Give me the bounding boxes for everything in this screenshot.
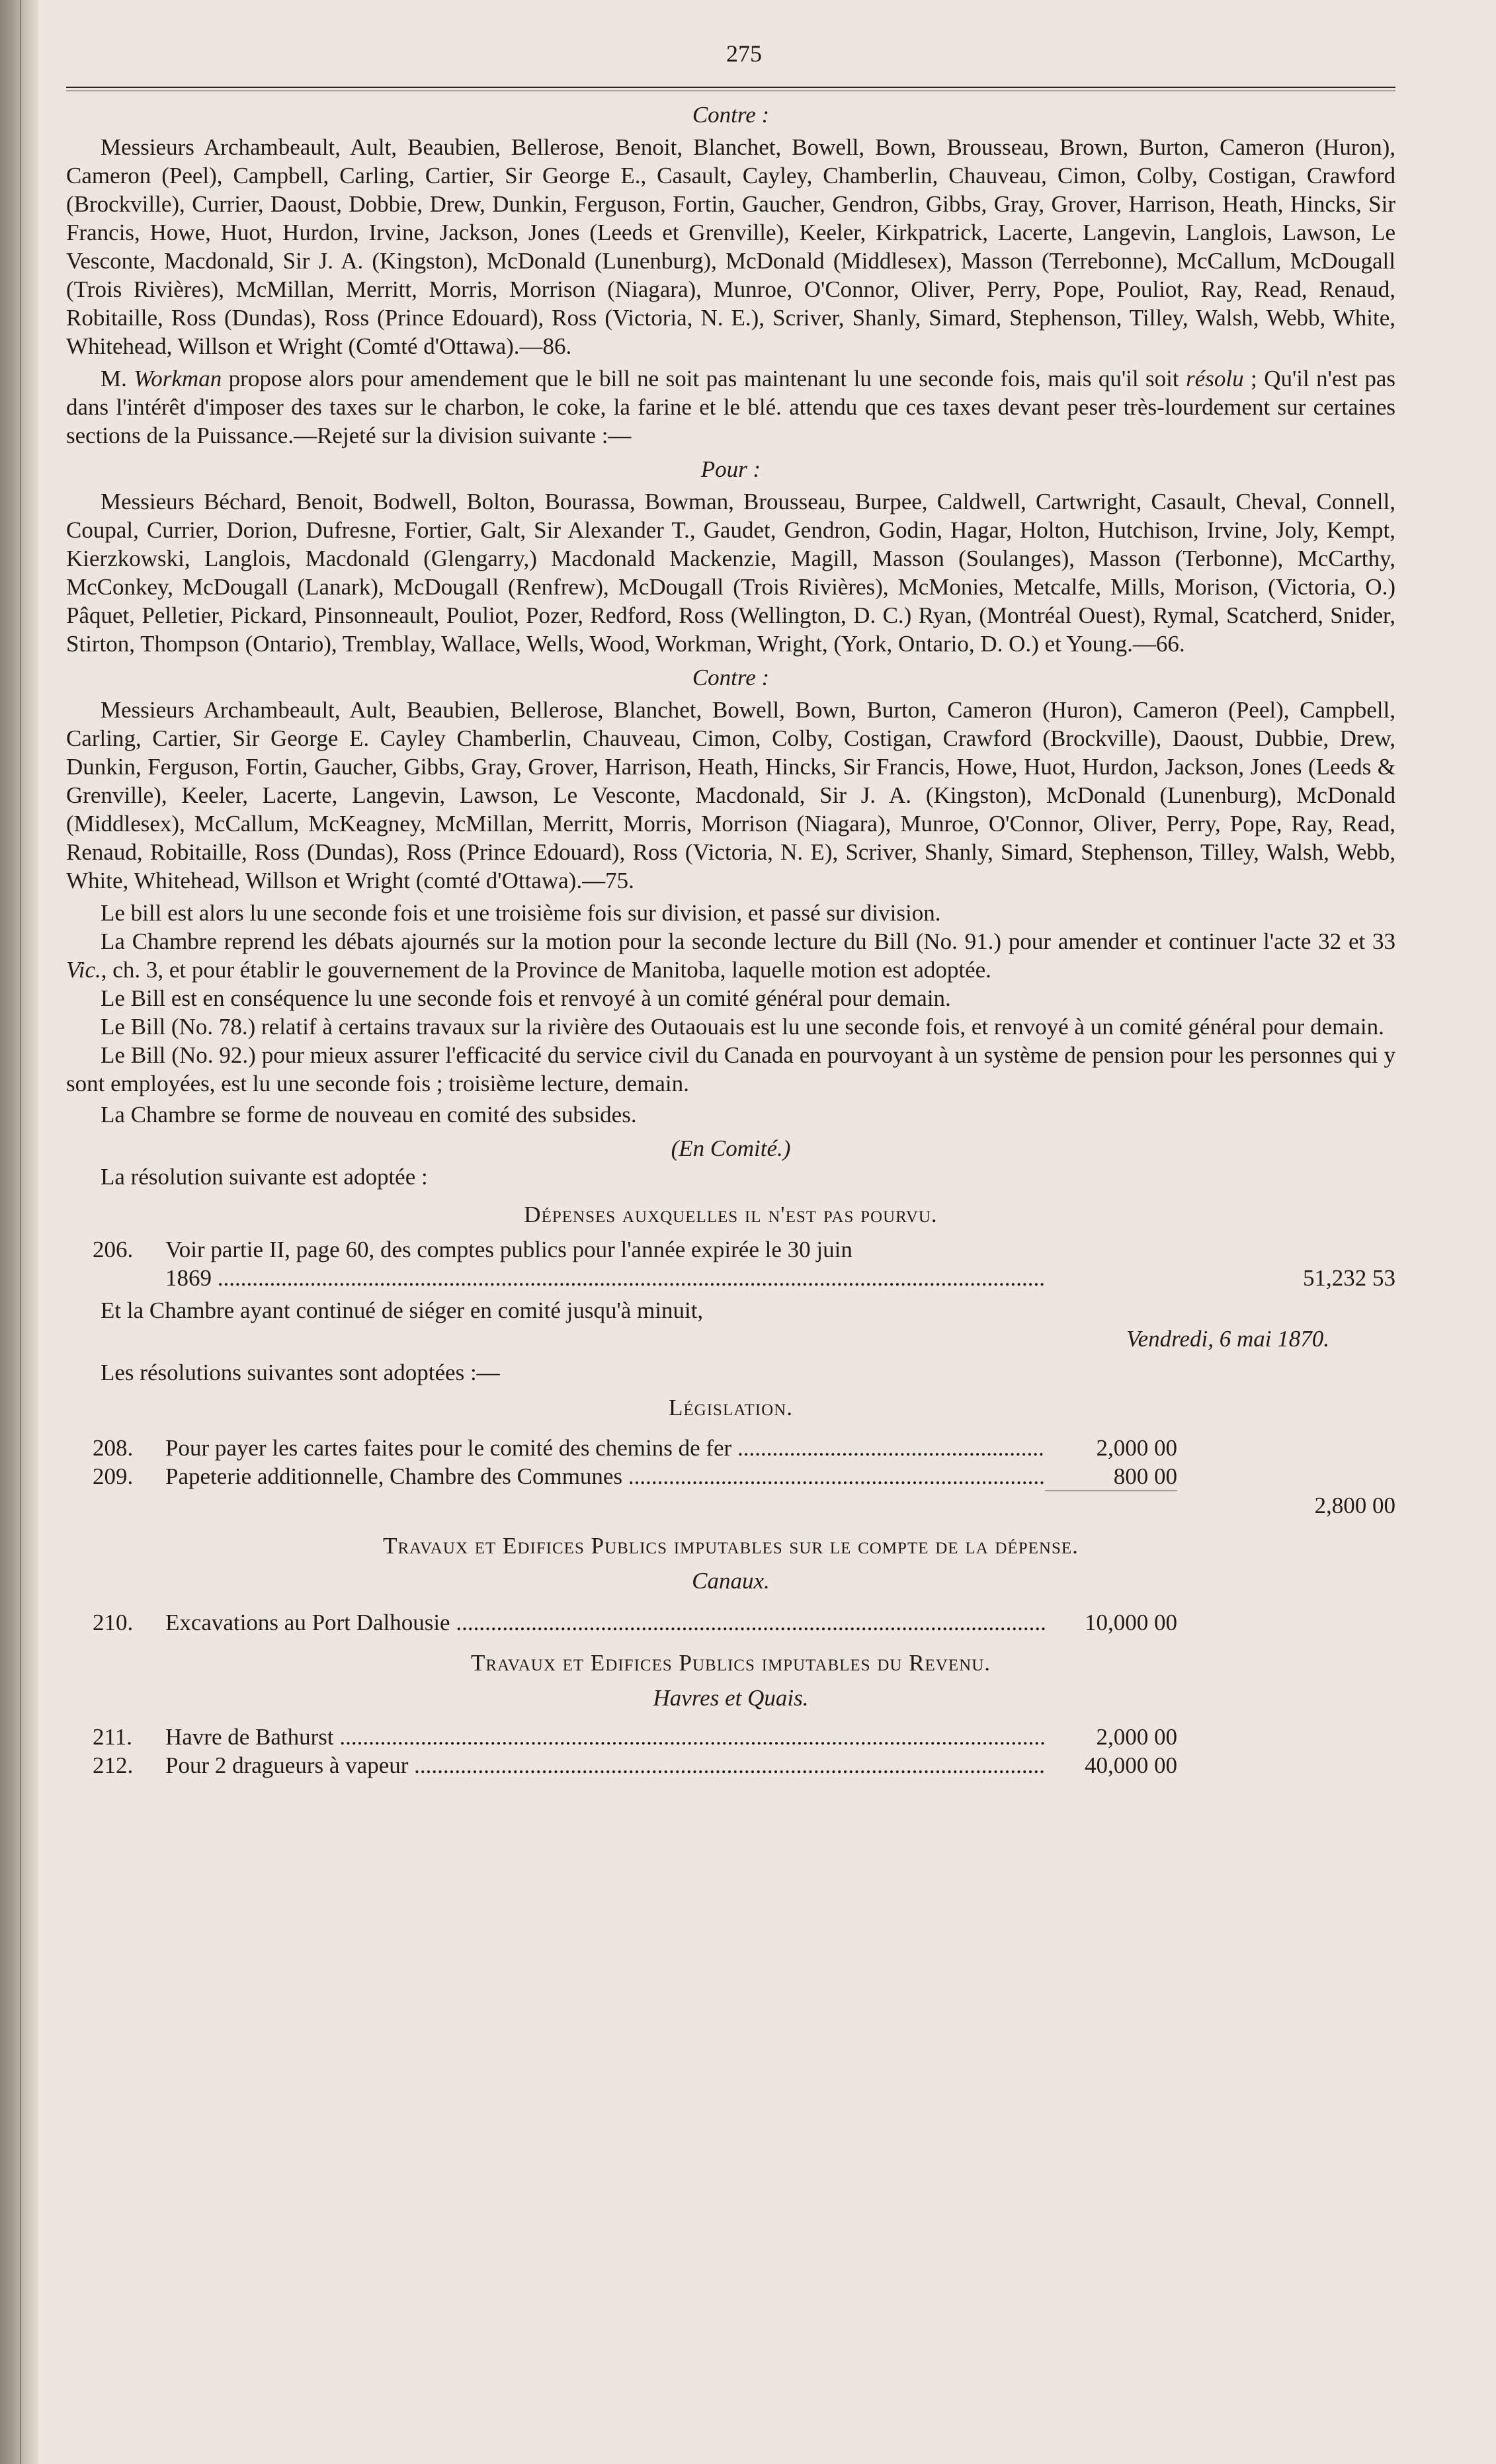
item-amount: 2,000 00	[1096, 1724, 1177, 1750]
session-date: Vendredi, 6 mai 1870.	[1126, 1326, 1329, 1352]
amendment-paragraph	[66, 364, 1395, 450]
item-number: 208.	[93, 1435, 134, 1461]
item-description-line2: 1869 .....	[165, 1264, 1045, 1292]
item-description: Papeterie additionnelle, Chambre des Communes .....	[165, 1462, 1045, 1491]
contre-heading-1: Contre :	[692, 102, 770, 128]
item-amount: 800 00	[1113, 1463, 1177, 1489]
contre-list-2: Messieurs Archambeault, Ault, Beaubien, Bellerose, Blanchet, Bowell, Bown, Burton, Cameron (Huron), Cameron (Peel), Campbell, Carling, Cartier, Sir George E. Cayley Chamberlin, Chauveau, Cimon, Colby, Costigan, Crawford (Brockville), Daoust, Dubbie, Drew, Dunkin, Ferguson, Fortin, Gaucher, Gibbs, Gray, Grover, Harrison, Heath, Hincks, Sir Francis, Howe, Huot, Hurdon, Jackson, Jones (Leeds & Grenville), Keeler, Lacerte, Langevin, Lawson, Le Vesconte, Macdonald, Sir J. A. (Kingston), McDonald (Lunenburg), McDonald (Middlesex), McCallum, McKeagney, McMillan, Merritt, Morris, Morrison (Niagara), Munroe, O'Connor, Oliver, Perry, Pope, Ray, Read, Renaud, Robitaille, Ross (Dundas), Ross (Prince Edouard), Ross (Victoria, N. E), Scriver, Shanly, Simard, Stephenson, Tilley, Walsh, Webb, White, Whitehead, Willson et Wright (comté d'Ottawa).—75.	[66, 697, 1395, 893]
paragraph-bill-78: Le Bill (No. 78.) relatif à certains travaux sur la rivière des Outaouais est lu une seconde fois, et renvoyé à un comité général pour demain.	[101, 1014, 1384, 1040]
en-comite: (En Comité.)	[671, 1135, 791, 1161]
book-binding	[0, 0, 38, 2464]
havres-item-211	[66, 1723, 1395, 1751]
item-number: 206.	[93, 1237, 134, 1262]
paragraph-committee: La Chambre se forme de nouveau en comité des subsides.	[101, 1102, 637, 1128]
legislation-heading: Législation.	[669, 1395, 793, 1420]
paragraph-second-reading: Le Bill est en conséquence lu une seconde fois et renvoyé à un comité général pour demain.	[101, 985, 951, 1011]
item-number: 211.	[93, 1724, 132, 1750]
page	[66, 40, 1395, 1780]
amendment-member: Workman	[134, 366, 222, 391]
amendment-text-a: propose alors pour amendement que le bill ne soit pas maintenant lu une seconde fois, mais qu'il soit	[222, 366, 1186, 391]
item-number: 212.	[93, 1752, 134, 1778]
item-number: 210.	[93, 1610, 134, 1635]
paragraph-manitoba	[66, 927, 1395, 984]
item-description: Excavations au Port Dalhousie .....	[165, 1608, 1045, 1637]
legislation-total	[66, 1491, 1395, 1520]
total-amount: 2,800 00	[1314, 1493, 1395, 1518]
item-amount: 10,000 00	[1085, 1610, 1177, 1635]
paragraph-bill-passed: Le bill est alors lu une seconde fois et une troisième fois sur division, et passé sur division.	[101, 900, 941, 926]
item-description-line1: Voir partie II, page 60, des comptes publics pour l'année expirée le 30 juin	[165, 1237, 852, 1262]
travaux-revenu-heading: Travaux et Edifices Publics imputables du Revenu.	[471, 1650, 991, 1676]
item-number: 209.	[93, 1463, 134, 1489]
paragraph-bill-92: Le Bill (No. 92.) pour mieux assurer l'efficacité du service civil du Canada en pourvoyant à un système de pension pour les personnes qui y sont employées, est lu une seconde fois ; troisième lecture, demain.	[66, 1042, 1395, 1096]
contre-list-1: Messieurs Archambeault, Ault, Beaubien, Bellerose, Benoit, Blanchet, Bowell, Bown, Brousseau, Brown, Burton, Cameron (Huron), Cameron (Peel), Campbell, Carling, Cartier, Sir George E., Casault, Cayley, Chamberlin, Chauveau, Cimon, Colby, Costigan, Crawford (Brockville), Currier, Daoust, Dobbie, Drew, Dunkin, Ferguson, Fortin, Gaucher, Gendron, Gibbs, Gray, Grover, Harrison, Heath, Hincks, Sir Francis, Howe, Huot, Hurdon, Irvine, Jackson, Jones (Leeds et Grenville), Keeler, Kirkpatrick, Lacerte, Langevin, Langlois, Lawson, Le Vesconte, Macdonald, Sir J. A. (Kingston), McDonald (Lunenburg), McDonald (Middlesex), Masson (Terrebonne), McCallum, McDougall (Trois Rivières), McMillan, Merritt, Morris, Morrison (Niagara), Munroe, O'Connor, Oliver, Perry, Pope, Pouliot, Ray, Read, Renaud, Robitaille, Ross (Dundas), Ross (Prince Edouard), Ross (Victoria, N. E.), Scriver, Shanly, Simard, Stephenson, Tilley, Walsh, Webb, White, Whitehead, Willson et Wright (Comté d'Ottawa).—86.	[66, 134, 1395, 359]
item-description: Pour payer les cartes faites pour le comité des chemins de fer .....	[165, 1434, 1045, 1462]
amendment-prefix: M.	[101, 366, 134, 391]
amendment-text-b: ; Qu'il n'est pas dans l'intérêt d'imposer des taxes sur le charbon, le coke, la farine et le blé. attendu que ces taxes devant peser très-lourdement sur certaines sections de la Puissance.—Rejeté sur la division suivante :—	[66, 366, 1395, 448]
resolutions-adopted: Les résolutions suivantes sont adoptées :—	[101, 1360, 500, 1385]
paragraph-resolution: La résolution suivante est adoptée :	[101, 1164, 428, 1190]
contre-heading-2: Contre :	[692, 665, 770, 690]
item-amount: 40,000 00	[1085, 1752, 1177, 1778]
spine-line	[20, 0, 21, 2464]
havres-heading: Havres et Quais.	[653, 1685, 809, 1711]
legislation-item-208	[66, 1434, 1395, 1462]
depense-item-206-cont	[66, 1264, 1395, 1292]
canaux-heading: Canaux.	[692, 1568, 770, 1594]
item-description: Havre de Bathurst .....	[165, 1723, 1045, 1751]
depenses-heading: Dépenses auxquelles il n'est pas pourvu.	[524, 1202, 938, 1227]
pour-heading: Pour :	[700, 456, 761, 482]
travaux-depense-heading: Travaux et Edifices Publics imputables sur le compte de la dépense.	[383, 1533, 1079, 1559]
manitoba-vic: Vic.	[66, 957, 101, 983]
depense-item-206	[66, 1235, 1395, 1264]
havres-item-212	[66, 1751, 1395, 1780]
item-amount: 2,000 00	[1096, 1435, 1177, 1461]
canaux-item-210	[66, 1608, 1395, 1637]
header-rule	[66, 87, 1395, 91]
amendment-resolu: résolu	[1186, 366, 1244, 391]
manitoba-text-a: La Chambre reprend les débats ajournés sur la motion pour la seconde lecture du Bill (No. 91.) pour amender et continuer l'acte 32 et 33	[101, 928, 1395, 954]
page-number: 275	[726, 40, 762, 67]
session-continued: Et la Chambre ayant continué de siéger en comité jusqu'à minuit,	[101, 1297, 704, 1323]
pour-list: Messieurs Béchard, Benoit, Bodwell, Bolton, Bourassa, Bowman, Brousseau, Burpee, Caldwell, Cartwright, Casault, Cheval, Connell, Coupal, Currier, Dorion, Dufresne, Fortier, Galt, Sir Alexander T., Gaudet, Gendron, Godin, Hagar, Holton, Hutchison, Irvine, Joly, Kempt, Kierzkowski, Langlois, Macdonald (Glengarry,) Macdonald Mackenzie, Magill, Masson (Soulanges), Masson (Terbonne), McCarthy, McConkey, McDougall (Lanark), McDougall (Renfrew), McDougall (Trois Rivières), McMonies, Metcalfe, Mills, Morison, (Victoria, O.) Pâquet, Pelletier, Pickard, Pinsonneault, Pouliot, Pozer, Redford, Ross (Wellington, D. C.) Ryan, (Montréal Ouest), Rymal, Scatcherd, Snider, Stirton, Thompson (Ontario), Tremblay, Wallace, Wells, Wood, Workman, Wright, (York, Ontario, D. O.) et Young.—66.	[66, 489, 1395, 657]
item-description: Pour 2 dragueurs à vapeur .....	[165, 1751, 1045, 1780]
legislation-item-209	[66, 1462, 1395, 1491]
manitoba-text-b: , ch. 3, et pour établir le gouvernement de la Province de Manitoba, laquelle motion est adoptée.	[101, 957, 991, 983]
item-amount: 51,232 53	[1303, 1265, 1395, 1291]
